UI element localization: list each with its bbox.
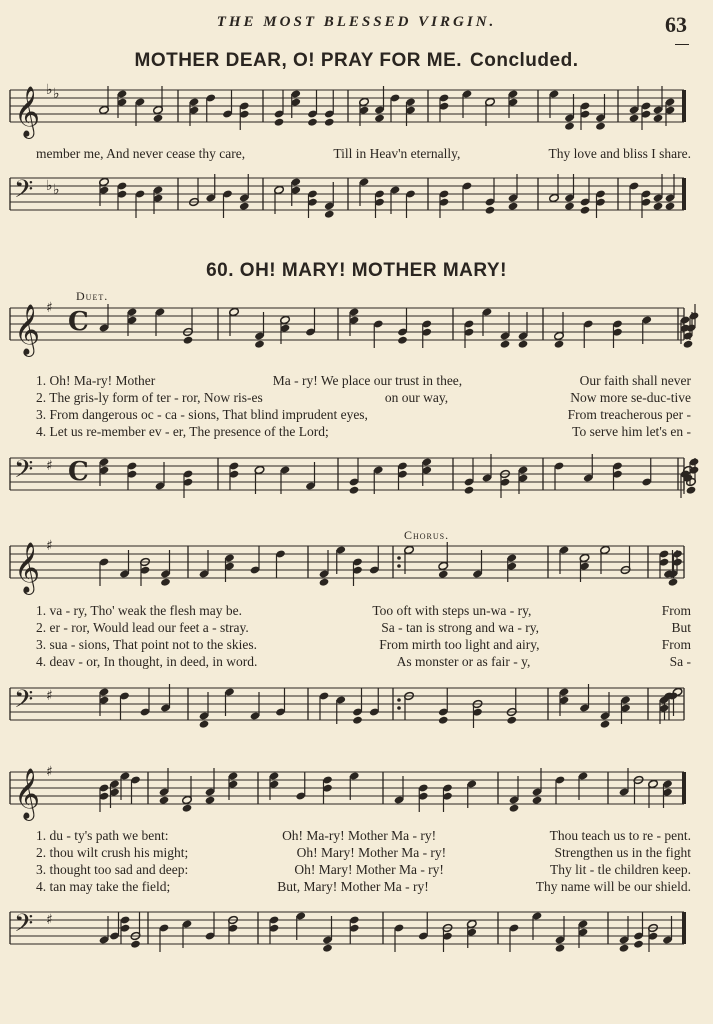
page-header xyxy=(0,12,713,42)
song1-treble-staff xyxy=(8,78,698,142)
sys2-verse-4 xyxy=(36,654,691,670)
note-head xyxy=(349,486,360,495)
treble-clef-icon: 𝄞 xyxy=(14,542,41,593)
sys3-v1-seg2: Oh! Ma-ry! Mother Ma - ry! xyxy=(282,828,437,843)
sys3-v4-seg2: But, Mary! Mother Ma - ry! xyxy=(277,879,429,894)
page-number: 63 xyxy=(665,12,687,37)
song2-sys3-bass-staff xyxy=(8,900,698,964)
note-head xyxy=(683,340,694,349)
note-head xyxy=(564,122,575,131)
note-head xyxy=(668,578,679,587)
sys3-v2-seg3: Strengthen us in the fight xyxy=(554,845,691,860)
note-head xyxy=(153,114,164,123)
song2-sys2-treble-staff xyxy=(8,534,698,598)
song1-title-suffix: Concluded. xyxy=(470,50,579,71)
sys1-verse-3 xyxy=(36,407,691,423)
sharp-sign-icon: ♯ xyxy=(46,912,53,928)
song1-bass-staff xyxy=(8,166,698,230)
repeat-dot xyxy=(397,698,401,702)
sys2-verse-2 xyxy=(36,620,691,636)
common-time-icon: C xyxy=(68,307,89,337)
note-head xyxy=(564,202,575,211)
note-head xyxy=(580,206,591,215)
sys3-v2-seg1: 2. thou wilt crush his might; xyxy=(36,845,189,860)
note-head xyxy=(532,796,543,805)
song1-lyric-seg-2: Till in Heav'n eternally, xyxy=(333,146,461,161)
flat-sign-icon: ♭ xyxy=(53,182,60,198)
treble-clef-icon: 𝄞 xyxy=(14,86,41,137)
flat-sign-icon: ♭ xyxy=(46,82,53,98)
chorus-label: Chorus. xyxy=(404,528,450,542)
sys2-v2-seg2: Sa - tan is strong and wa - ry, xyxy=(381,620,539,635)
sys3-v2-seg2: Oh! Mary! Mother Ma - ry! xyxy=(296,845,447,860)
note-head xyxy=(324,210,335,219)
sys1-v3-seg1: 3. From dangerous oc - ca - sions, That blind imprudent eyes, xyxy=(36,407,368,422)
sharp-sign-icon: ♯ xyxy=(46,458,53,474)
note-head xyxy=(508,202,519,211)
sys3-v4-seg3: Thy name will be our shield. xyxy=(535,879,691,894)
common-time-icon: C xyxy=(68,457,89,487)
sys2-v4-seg3: Sa - xyxy=(669,654,691,669)
note-head xyxy=(319,578,330,587)
note-head xyxy=(352,716,363,725)
song2-sys2-bass-staff xyxy=(8,676,698,740)
sys1-v3-seg2: From treacherous per - xyxy=(567,407,691,422)
note-head xyxy=(205,796,216,805)
sys2-v2-seg1: 2. er - ror, Would lead our feet a - stray. xyxy=(36,620,249,635)
note-head xyxy=(130,940,141,949)
sys3-v1-seg3: Thou teach us to re - pent. xyxy=(549,828,691,843)
note-head xyxy=(518,340,529,349)
sys3-v4-seg1: 4. tan may take the field; xyxy=(36,879,171,894)
repeat-dot xyxy=(397,706,401,710)
sys1-v2-seg1: 2. The gris-ly form of ter - ror, Now ris-es xyxy=(36,390,263,405)
sys1-verse-2 xyxy=(36,390,691,406)
sys1-v1-seg1: 1. Oh! Ma-ry! Mother xyxy=(36,373,156,388)
song2-sys3-treble-staff xyxy=(8,760,698,824)
sys1-v2-seg3: Now more se-duc-tive xyxy=(570,390,691,405)
running-title: THE MOST BLESSED VIRGIN. xyxy=(216,14,497,30)
sys3-verse-4 xyxy=(36,879,691,895)
note-head xyxy=(555,944,566,953)
treble-clef-icon: 𝄞 xyxy=(14,304,41,355)
bass-clef-icon: 𝄢 xyxy=(14,909,34,944)
note-head xyxy=(397,336,408,345)
sys2-v1-seg3: From xyxy=(661,603,691,618)
bass-clef-icon: 𝄢 xyxy=(14,455,34,490)
sys2-v4-seg1: 4. deav - or, In thought, in deed, in word. xyxy=(36,654,258,669)
sys2-verse-1 xyxy=(36,603,691,619)
duet-label: Duet. xyxy=(76,289,109,303)
flat-sign-icon: ♭ xyxy=(53,86,60,102)
song1-lyric-seg-3: Thy love and bliss I share. xyxy=(548,146,691,161)
sys2-v1-seg2: Too oft with steps un-wa - ry, xyxy=(372,603,532,618)
song1-title xyxy=(0,50,713,72)
sharp-sign-icon: ♯ xyxy=(46,764,53,780)
note-head xyxy=(485,206,496,215)
note-head xyxy=(653,202,664,211)
header-dash xyxy=(675,44,689,45)
note-head xyxy=(665,202,676,211)
note-head xyxy=(500,340,511,349)
note-head xyxy=(254,340,265,349)
note-head xyxy=(619,944,630,953)
note-head xyxy=(160,578,171,587)
sharp-sign-icon: ♯ xyxy=(46,688,53,704)
sharp-sign-icon: ♯ xyxy=(46,300,53,316)
bass-clef-icon: 𝄢 xyxy=(14,175,34,210)
sys2-v2-seg3: But xyxy=(671,620,691,635)
note-head xyxy=(509,804,520,813)
note-head xyxy=(438,716,449,725)
note-head xyxy=(159,796,170,805)
sys3-verse-2 xyxy=(36,845,691,861)
song2-sys1-treble-staff xyxy=(8,296,698,370)
repeat-dot xyxy=(397,564,401,568)
note-head xyxy=(629,114,640,123)
note-head xyxy=(595,122,606,131)
note-head xyxy=(239,202,250,211)
note-head xyxy=(274,118,285,127)
note-head xyxy=(182,804,193,813)
sys1-verse-1 xyxy=(36,373,691,389)
note-head xyxy=(633,940,644,949)
note-head xyxy=(686,486,697,495)
flat-sign-icon: ♭ xyxy=(46,178,53,194)
repeat-dot xyxy=(397,556,401,560)
note-head xyxy=(324,118,335,127)
sys1-v4-seg1: 4. Let us re-member ev - er, The presence of the Lord; xyxy=(36,424,329,439)
song1-lyric-line xyxy=(36,146,691,162)
sys3-v3-seg2: Oh! Mary! Mother Ma - ry! xyxy=(294,862,444,877)
note-head xyxy=(199,720,210,729)
note-head xyxy=(464,486,475,495)
sys2-v3-seg1: 3. sua - sions, That point not to the skies. xyxy=(36,637,257,652)
sys2-v3-seg2: From mirth too light and airy, xyxy=(379,637,540,652)
note-head xyxy=(322,944,333,953)
note-head xyxy=(374,114,385,123)
sys2-verse-3 xyxy=(36,637,691,653)
sharp-sign-icon: ♯ xyxy=(46,538,53,554)
song1-lyric-seg-1: member me, And never cease thy care, xyxy=(36,146,246,161)
sys3-verse-3 xyxy=(36,862,691,878)
song1-title-text: MOTHER DEAR, O! PRAY FOR ME. xyxy=(134,50,463,71)
note-head xyxy=(653,114,664,123)
sys3-verse-1 xyxy=(36,828,691,844)
note-head xyxy=(438,570,449,579)
sys1-verse-4 xyxy=(36,424,691,440)
note-head xyxy=(307,118,318,127)
sys1-v4-seg2: To serve him let's en - xyxy=(572,424,691,439)
note-head xyxy=(554,340,565,349)
bass-clef-icon: 𝄢 xyxy=(14,685,34,720)
sys2-v1-seg1: 1. va - ry, Tho' weak the flesh may be. xyxy=(36,603,242,618)
sys1-v1-seg3: Our faith shall never xyxy=(579,373,691,388)
note-head xyxy=(506,716,517,725)
sys3-v3-seg1: 3. thought too sad and deep: xyxy=(36,862,189,877)
song2-title: 60. OH! MARY! MOTHER MARY! xyxy=(206,260,507,281)
note-head xyxy=(183,336,194,345)
note-head xyxy=(600,720,611,729)
sys2-v3-seg3: From xyxy=(661,637,691,652)
treble-clef-icon: 𝄞 xyxy=(14,768,41,819)
sys2-v4-seg2: As monster or as fair - y, xyxy=(396,654,531,669)
sys3-v3-seg3: Thy lit - tle children keep. xyxy=(550,862,691,877)
sys1-v1-seg2: Ma - ry! We place our trust in thee, xyxy=(272,373,463,388)
song2-sys1-bass-staff xyxy=(8,446,698,510)
sys3-v1-seg1: 1. du - ty's path we bent: xyxy=(36,828,169,843)
sys1-v2-seg2: on our way, xyxy=(384,390,449,405)
